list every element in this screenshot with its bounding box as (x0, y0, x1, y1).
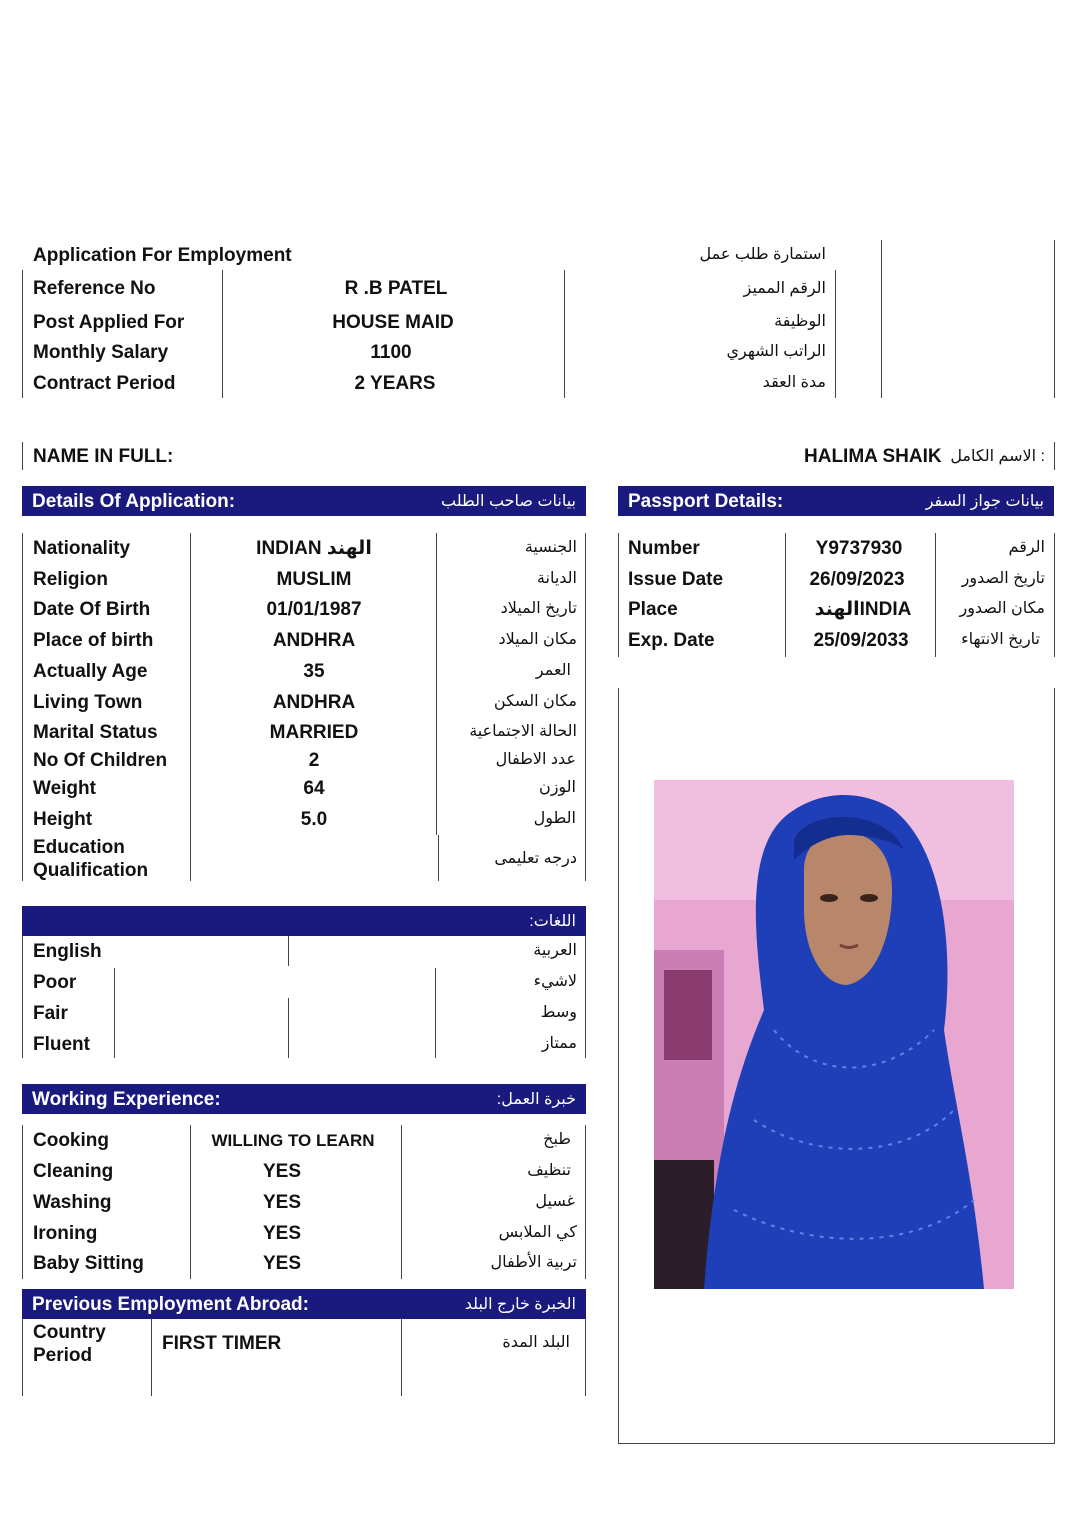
religion-label: Religion (33, 569, 108, 590)
children-value: 2 (308, 750, 320, 771)
experience-header-bar (22, 1084, 586, 1114)
divider (585, 936, 586, 1058)
divider (618, 688, 619, 1444)
age-value: 35 (303, 661, 325, 682)
place-label: Place (628, 599, 678, 620)
divider (881, 240, 882, 398)
passport-number-label: Number (628, 538, 700, 559)
languages-title-ar: اللغات: (529, 913, 576, 930)
divider (585, 533, 586, 881)
details-title-ar: بيانات صاحب الطلب (441, 493, 576, 510)
reference-label: Reference No (33, 278, 156, 299)
pob-value: ANDHRA (272, 630, 356, 651)
cleaning-value: YES (262, 1161, 302, 1182)
height-value: 5.0 (300, 809, 328, 830)
divider (22, 533, 23, 881)
post-label: Post Applied For (33, 312, 185, 333)
divider (435, 968, 436, 1058)
abroad-title-ar: الخبرة خارج البلد (464, 1296, 576, 1313)
experience-title-ar: خبرة العمل: (496, 1091, 576, 1108)
name-value: HALIMA SHAIK (804, 446, 942, 467)
exp-date-value: 25/09/2033 (813, 630, 909, 651)
divider (785, 533, 786, 657)
dob-value: 01/01/1987 (266, 599, 362, 620)
ironing-label: Ironing (33, 1223, 98, 1244)
divider (190, 1125, 191, 1279)
divider (935, 533, 936, 657)
language-english-label: English (33, 941, 102, 962)
ironing-value: YES (262, 1223, 302, 1244)
period-label: Period (33, 1345, 93, 1366)
exp-date-label: Exp. Date (628, 630, 715, 651)
living-town-label: Living Town (33, 692, 143, 713)
baby-sitting-label: Baby Sitting (33, 1253, 144, 1274)
contract-value: 2 YEARS (354, 373, 436, 394)
cleaning-label: Cleaning (33, 1161, 114, 1182)
divider (618, 1443, 1055, 1444)
issue-date-value: 26/09/2023 (809, 569, 905, 590)
divider (1054, 688, 1055, 1444)
details-title: Details Of Application: (32, 491, 236, 512)
cooking-value: WILLING TO LEARN (211, 1131, 375, 1150)
abroad-value: FIRST TIMER (162, 1333, 282, 1354)
marital-label: Marital Status (33, 722, 158, 743)
level-fluent-label: Fluent (33, 1034, 90, 1055)
divider (22, 270, 23, 398)
experience-title: Working Experience: (32, 1089, 221, 1110)
passport-title-ar: بيانات جواز السفر (925, 493, 1044, 510)
height-label: Height (33, 809, 93, 830)
age-label: Actually Age (33, 661, 148, 682)
children-label: No Of Children (33, 750, 168, 771)
divider (288, 998, 289, 1058)
level-fair-label: Fair (33, 1003, 68, 1024)
divider (222, 270, 223, 398)
contract-label: Contract Period (33, 373, 176, 394)
divider (190, 533, 191, 881)
religion-value: MUSLIM (276, 569, 352, 590)
education-label-line1: Education (33, 837, 125, 858)
place-value: الهندINDIA (814, 599, 912, 620)
dob-label: Date Of Birth (33, 599, 151, 620)
divider (585, 1125, 586, 1279)
washing-value: YES (262, 1192, 302, 1213)
form-title: Application For Employment (33, 245, 292, 266)
name-label: NAME IN FULL: (33, 446, 174, 467)
weight-value: 64 (303, 778, 325, 799)
education-label-line2: Qualification (33, 860, 149, 881)
divider (438, 835, 439, 881)
abroad-header-bar (22, 1289, 586, 1319)
divider (114, 968, 115, 1058)
divider (22, 936, 23, 1058)
divider (835, 270, 836, 398)
details-header-bar (22, 486, 586, 516)
divider (618, 533, 619, 657)
abroad-title: Previous Employment Abroad: (32, 1294, 309, 1315)
divider (564, 270, 565, 398)
divider (22, 1125, 23, 1279)
nationality-label: Nationality (33, 538, 131, 559)
washing-label: Washing (33, 1192, 112, 1213)
divider (22, 442, 23, 470)
reference-value: R .B PATEL (344, 278, 448, 299)
country-label: Country (33, 1322, 106, 1343)
divider (22, 1319, 23, 1396)
divider (436, 533, 437, 835)
post-value: HOUSE MAID (332, 312, 454, 333)
divider (1054, 240, 1055, 398)
divider (401, 1125, 402, 1279)
baby-sitting-value: YES (262, 1253, 302, 1274)
salary-value: 1100 (370, 342, 412, 363)
cooking-label: Cooking (33, 1130, 109, 1151)
passport-header-bar (618, 486, 1054, 516)
nationality-value: INDIAN الهند (256, 538, 372, 559)
passport-title: Passport Details: (628, 491, 784, 512)
salary-label: Monthly Salary (33, 342, 169, 363)
applicant-photo (654, 780, 1014, 1289)
marital-value: MARRIED (269, 722, 359, 743)
divider (1054, 533, 1055, 657)
divider (288, 936, 289, 966)
pob-label: Place of birth (33, 630, 154, 651)
divider (1054, 442, 1055, 470)
weight-label: Weight (33, 778, 96, 799)
living-town-value: ANDHRA (272, 692, 356, 713)
passport-number-value: Y9737930 (815, 538, 903, 559)
languages-header-bar (22, 906, 586, 936)
divider (401, 1319, 402, 1396)
divider (585, 1319, 586, 1396)
level-poor-label: Poor (33, 972, 77, 993)
issue-date-label: Issue Date (628, 569, 724, 590)
divider (151, 1319, 152, 1396)
